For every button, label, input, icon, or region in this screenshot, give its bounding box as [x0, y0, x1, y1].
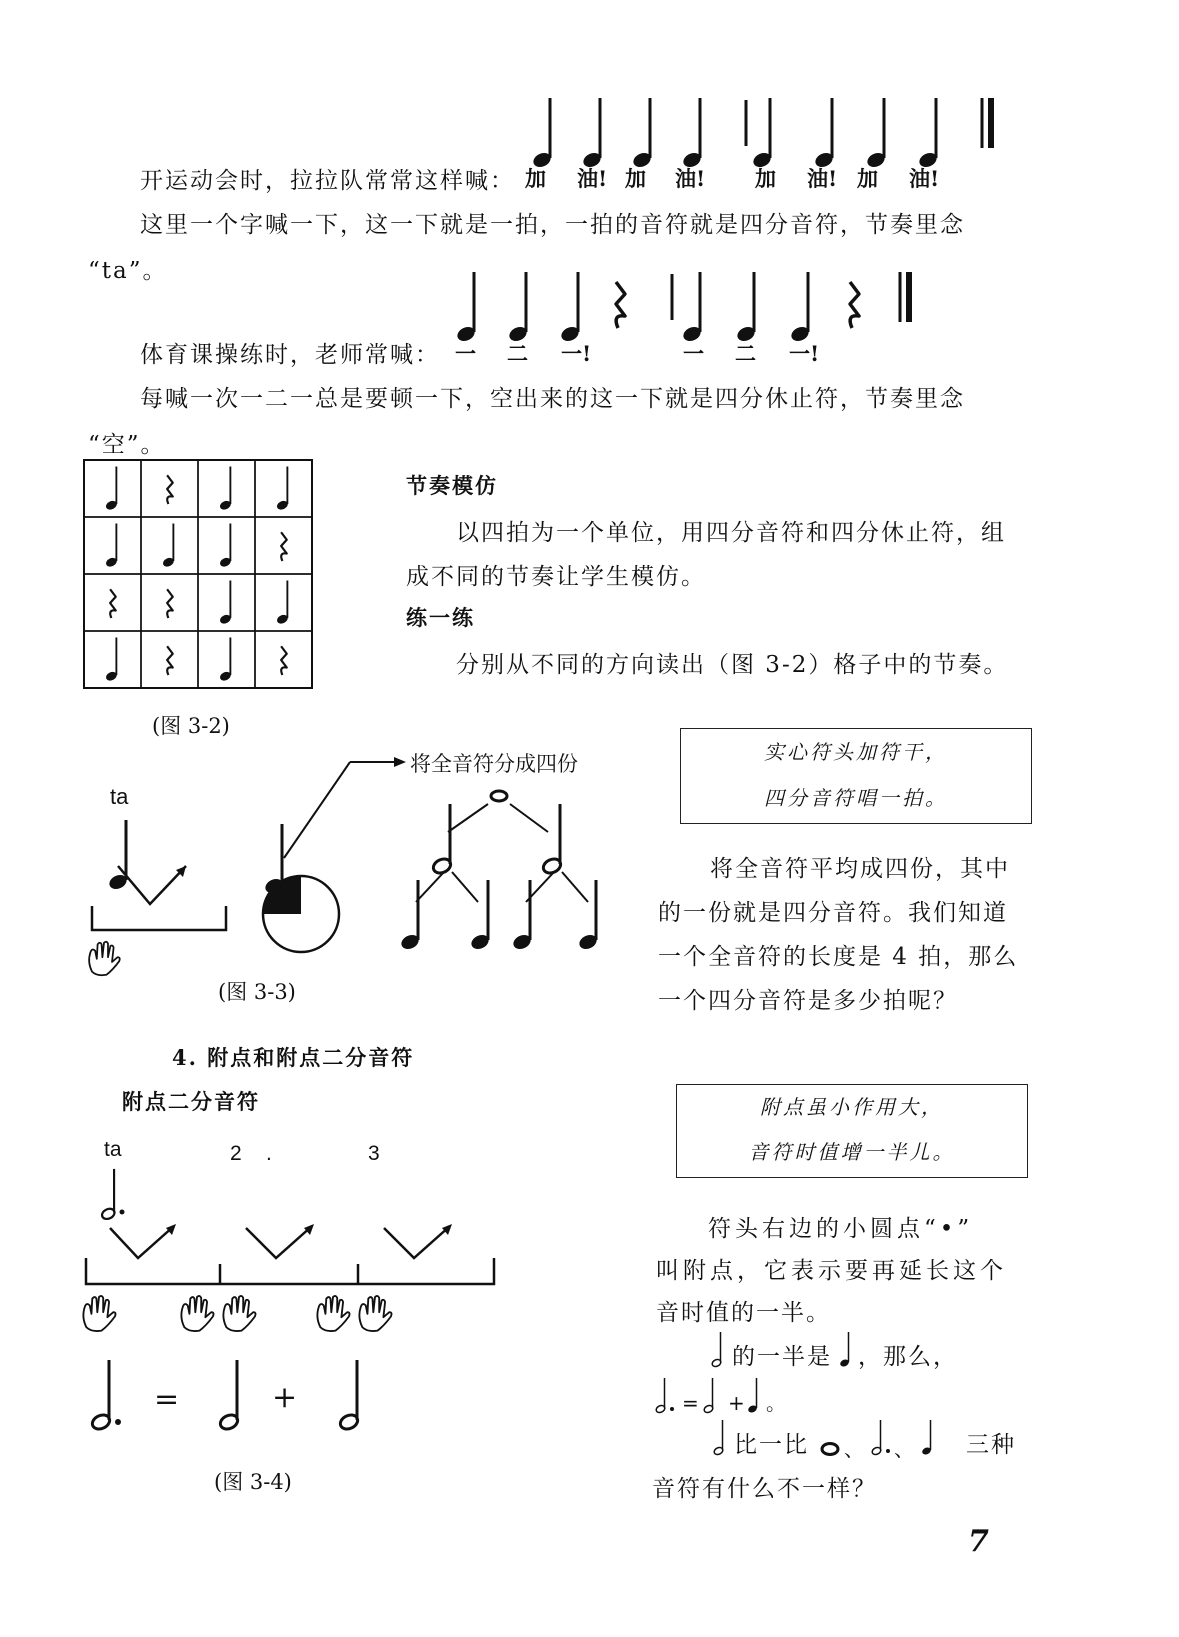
rhyme-1-line1: 实心符头加符干，	[764, 740, 948, 764]
pointer-line	[284, 762, 350, 858]
sentence-cheer: 开运动会时，拉拉队常常这样喊：	[140, 168, 515, 194]
whole-note	[822, 1444, 838, 1455]
quarter-rest	[850, 282, 859, 328]
imitation-text-line2: 成不同的节奏让学生模仿。	[406, 564, 706, 590]
beat-bracket	[86, 1258, 494, 1284]
count-ta: ta	[104, 1138, 122, 1161]
quarter-note	[276, 467, 290, 512]
quarter-note	[681, 272, 703, 342]
quarter-note	[105, 638, 119, 683]
quarter-note	[107, 820, 129, 892]
grid-cell	[255, 631, 312, 688]
explain-2-line4-end: ，那么，	[858, 1344, 958, 1370]
quarter-note-icon	[836, 1330, 858, 1370]
quarter-note	[531, 98, 553, 168]
grid-cell	[141, 631, 198, 688]
rhythm-grid	[82, 458, 314, 692]
figure-caption-3-2: (图 3-2)	[152, 714, 230, 738]
quarter-note	[631, 98, 653, 168]
chant-1: 加 油! 加 油! 加 油! 加 油!	[525, 166, 940, 191]
quarter-note	[681, 98, 703, 168]
sentence-ta: “ta”。	[88, 258, 168, 284]
half-note-icon	[708, 1330, 732, 1370]
conduct-arrow	[384, 1226, 450, 1258]
hold-hands-icon	[359, 1296, 391, 1331]
plus-sign: +	[272, 1380, 298, 1415]
quarter-note	[219, 467, 233, 512]
explain-1-line4: 一个四分音符是多少拍呢？	[658, 988, 958, 1014]
explain-2-line2: 叫附点，它表示要再延长这个	[656, 1258, 1007, 1284]
dotted-half-note-small	[100, 1169, 116, 1221]
conduct-arrow	[110, 1226, 174, 1258]
quarter-note	[865, 98, 887, 168]
dotted-half-note	[655, 1378, 666, 1414]
quarter-note	[507, 272, 529, 342]
quarter-note	[219, 524, 233, 569]
quarter-note	[747, 1378, 758, 1414]
hold-hands-icon	[181, 1296, 213, 1331]
hold-hands-icon	[223, 1296, 255, 1331]
sentence-kong: “空”。	[88, 432, 166, 458]
svg-text:、: 、	[844, 1437, 864, 1460]
figure-caption-3-3: (图 3-3)	[218, 980, 296, 1004]
beat-bracket	[92, 906, 226, 930]
svg-text:=: =	[682, 1391, 699, 1415]
quarter-rest	[167, 646, 173, 675]
chant-2: 一 二 一! 一 二 一!	[455, 341, 820, 366]
quarter-note	[751, 98, 773, 168]
quarter-note	[469, 880, 491, 952]
rhyme-2-line2: 音符时值增一半儿。	[748, 1140, 956, 1164]
quarter-rest	[110, 589, 116, 618]
quarter-rest	[167, 589, 173, 618]
half-note	[338, 1360, 360, 1432]
quarter-note	[219, 638, 233, 683]
quarter-note	[577, 880, 599, 952]
rhythm-staff-1	[520, 88, 1020, 168]
count-ta: ta	[110, 784, 129, 809]
svg-text:+: +	[728, 1391, 745, 1415]
quarter-note	[399, 880, 421, 952]
hold-hands-icon	[317, 1296, 349, 1331]
conduct-arrow	[118, 866, 186, 904]
quarter-rest	[616, 282, 625, 328]
quarter-rest	[281, 532, 287, 561]
svg-text:。: 。	[766, 1391, 786, 1415]
half-note	[871, 1420, 882, 1456]
quarter-note	[219, 581, 233, 626]
quarter-note	[105, 467, 119, 512]
dotted-half-note	[90, 1360, 112, 1432]
dotted-half-equation	[652, 1374, 812, 1416]
grid-cell	[141, 574, 198, 631]
quarter-note	[813, 98, 835, 168]
grid-cell	[255, 517, 312, 574]
count-dot: .	[266, 1142, 272, 1165]
sentence-pe-class: 体育课操练时，老师常喊：	[140, 342, 440, 368]
note-compare-icons	[818, 1418, 958, 1460]
quarter-note	[455, 272, 477, 342]
rhythm-staff-2	[448, 262, 928, 342]
quarter-note	[511, 880, 533, 952]
explain-2-line6b: 三种	[966, 1432, 1016, 1458]
figure-caption-3-4: (图 3-4)	[214, 1470, 292, 1494]
quarter-note	[789, 272, 811, 342]
grid-cell	[141, 460, 198, 517]
svg-text:、: 、	[894, 1437, 914, 1460]
explain-2-line1: 符头右边的小圆点“•”	[708, 1216, 974, 1242]
quarter-rest	[281, 646, 287, 675]
explain-1-line3: 一个全音符的长度是 4 拍，那么	[658, 944, 1019, 970]
quarter-note	[921, 1420, 932, 1456]
half-note	[541, 804, 563, 876]
quarter-rest	[167, 475, 173, 504]
rhyme-box-1	[680, 728, 1032, 824]
explain-1-line1: 将全音符平均成四份，其中	[710, 856, 1010, 882]
explain-2-line3: 音时值的一半。	[656, 1300, 831, 1326]
quarter-note	[581, 98, 603, 168]
clap-hands-icon	[83, 1296, 115, 1331]
clap-hands-icon	[89, 942, 120, 975]
quarter-note	[917, 98, 939, 168]
explain-2-line7: 音符有什么不一样？	[652, 1476, 877, 1502]
half-note	[431, 804, 453, 876]
quarter-note	[735, 272, 757, 342]
quarter-note	[105, 524, 119, 569]
explain-2-line4-text: 的一半是	[732, 1344, 832, 1370]
quarter-note	[559, 272, 581, 342]
section-4-title: 4. 附点和附点二分音符	[172, 1045, 415, 1070]
whole-note	[491, 791, 507, 801]
quarter-sector	[263, 876, 301, 914]
section-4-subtitle: 附点二分音符	[122, 1089, 260, 1114]
explain-1-line2: 的一份就是四分音符。我们知道	[658, 900, 1008, 926]
sentence-rest: 每喊一次一二一总是要顿一下，空出来的这一下就是四分休止符，节奏里念	[140, 386, 965, 412]
practice-text: 分别从不同的方向读出（图 3-2）格子中的节奏。	[456, 652, 1009, 678]
imitation-text-line1: 以四拍为一个单位，用四分音符和四分休止符，组	[456, 520, 1006, 546]
rhyme-box-2	[676, 1084, 1028, 1178]
heading-rhythm-imitation: 节奏模仿	[406, 473, 498, 498]
rhyme-1-line2: 四分音符唱一拍。	[764, 786, 948, 810]
half-note	[218, 1360, 240, 1432]
grid-cell	[84, 574, 141, 631]
arrow-label: 将全音符分成四份	[410, 752, 578, 776]
half-note	[703, 1378, 714, 1414]
half-note-icon	[710, 1418, 734, 1460]
heading-practice: 练一练	[406, 605, 475, 630]
conduct-arrow	[246, 1226, 312, 1258]
count-3: 3	[368, 1142, 380, 1165]
quarter-note	[162, 524, 176, 569]
quarter-note	[276, 581, 290, 626]
sentence-one-beat: 这里一个字喊一下，这一下就是一拍，一拍的音符就是四分音符，节奏里念	[140, 212, 965, 238]
rhyme-2-line1: 附点虽小作用大，	[760, 1095, 944, 1119]
equals-sign: =	[154, 1382, 180, 1417]
page-number: 7	[968, 1524, 989, 1559]
explain-2-line6a: 比一比	[734, 1432, 809, 1458]
count-2: 2	[230, 1142, 242, 1165]
